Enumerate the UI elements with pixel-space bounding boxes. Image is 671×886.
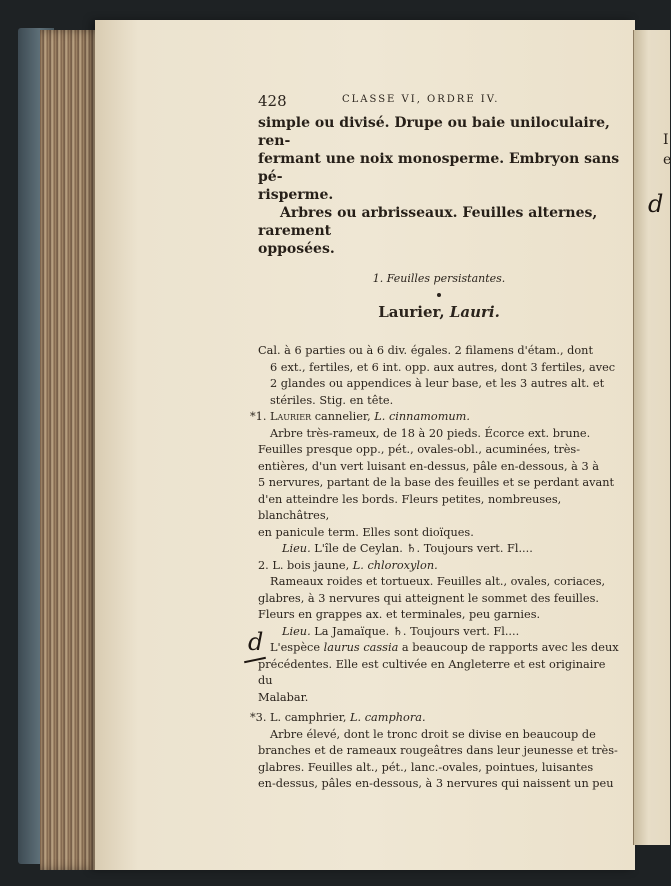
genus-latin: Lauri. [449, 303, 500, 321]
genus-name: Laurier, [378, 303, 445, 321]
species-common-name: cannelier, [311, 410, 371, 423]
description-line: entières, d'un vert luisant en-dessus, pâle en-dessous, à 3 à [258, 459, 599, 473]
description-line: 5 nervures, partant de la base des feuilles et se perdant avant [258, 476, 615, 489]
intro-line: simple ou divisé. Drupe ou baie uniloculaire, ren- [258, 115, 610, 149]
running-head [258, 94, 620, 114]
description-line: branches et de rameaux rougeâtres dans leur jeunesse et très- [258, 744, 618, 757]
description-line: en panicule term. Elles sont dioïques. [258, 525, 474, 539]
description-line: Feuilles presque opp., pét., ovales-obl., acuminées, très- [258, 443, 581, 456]
species-common-name: camphrier, [281, 711, 347, 724]
intro-line: risperme. [258, 187, 334, 203]
genus-description [250, 343, 620, 793]
note-text: L'espèce [270, 641, 324, 654]
locality-label: Lieu. [282, 624, 311, 638]
species-heading [250, 409, 620, 426]
running-head-title: CLASSE VI, ORDRE IV. [342, 94, 500, 105]
note-text: a beaucoup de rapports avec les deux [398, 641, 619, 654]
intro-line: opposées. [258, 241, 335, 257]
adjacent-page [633, 30, 670, 845]
ornament-dot [437, 293, 441, 297]
locality-text: La Jamaïque. ♄. Toujours vert. Fl.... [310, 624, 520, 638]
section-heading: 1. Feuilles persistantes. [372, 272, 506, 285]
description-line: glabres, à 3 nervures qui atteignent le sommet des feuilles. [258, 591, 599, 605]
species-number: *1. [250, 410, 267, 423]
description-line: stériles. Stig. en tête. [270, 393, 394, 407]
description-line: Cal. à 6 parties ou à 6 div. égales. 2 filamens d'étam., dont [258, 344, 593, 357]
species-latin-name: L. chloroxylon. [352, 558, 438, 572]
description-line: en-dessus, pâles en-dessous, à 3 nervures qui naissent un peu [258, 777, 614, 790]
species-locality [258, 624, 620, 641]
species-common-name: bois jaune, [283, 558, 350, 572]
description-line: d'en atteindre les bords. Fleurs petites, nombreuses, blanchâtres, [258, 492, 562, 522]
intro-text [258, 114, 620, 258]
species-number: *3. [250, 711, 267, 724]
locality-label: Lieu. [282, 542, 311, 555]
species-latin-name: L. camphora. [350, 711, 426, 724]
species-heading [258, 558, 620, 575]
species-locality [258, 541, 620, 558]
species-name: L. [272, 558, 284, 572]
description-line: glabres. Feuilles alt., pét., lanc.-ovales, pointues, luisantes [258, 760, 594, 774]
note-line: précédentes. Elle est cultivée en Angleterre et est originaire du [258, 657, 606, 687]
locality-text: L'île de Ceylan. ♄. Toujours vert. Fl.... [310, 542, 533, 555]
note-line [258, 640, 620, 657]
description-line: 2 glandes ou appendices à leur base, et les 3 autres alt. et [270, 377, 605, 390]
handwritten-mark-left: d [248, 628, 264, 656]
page-content [250, 92, 620, 793]
description-line: Arbre très-rameux, de 18 à 20 pieds. Écorce ext. brune. [270, 426, 591, 440]
note-line: Malabar. [258, 690, 309, 704]
genus-title [258, 303, 620, 321]
species-number: 2. [258, 558, 269, 572]
species-name: Laurier [270, 410, 312, 423]
adjacent-page-fragment: I [663, 132, 669, 148]
page-number: 428 [258, 92, 287, 110]
species-latin-name: L. cinnamomum. [374, 410, 470, 423]
description-line: 6 ext., fertiles, et 6 int. opp. aux autres, dont 3 fertiles, avec [270, 360, 616, 374]
adjacent-page-fragment: e [663, 152, 671, 168]
description-line: Arbre élevé, dont le tronc droit se divise en beaucoup de [270, 727, 596, 741]
handwritten-mark-right: d [648, 190, 664, 218]
description-line: Fleurs en grappes ax. et terminales, peu garnies. [258, 608, 541, 621]
description-line: Rameaux roides et tortueux. Feuilles alt., ovales, coriaces, [270, 575, 606, 588]
intro-line: fermant une noix monosperme. Embryon sans pé- [258, 151, 620, 185]
intro-line: Arbres ou arbrisseaux. Feuilles alternes, rarement [258, 205, 598, 239]
species-heading [250, 710, 620, 727]
species-name: L. [270, 711, 282, 724]
note-latin: laurus cassia [323, 641, 399, 654]
